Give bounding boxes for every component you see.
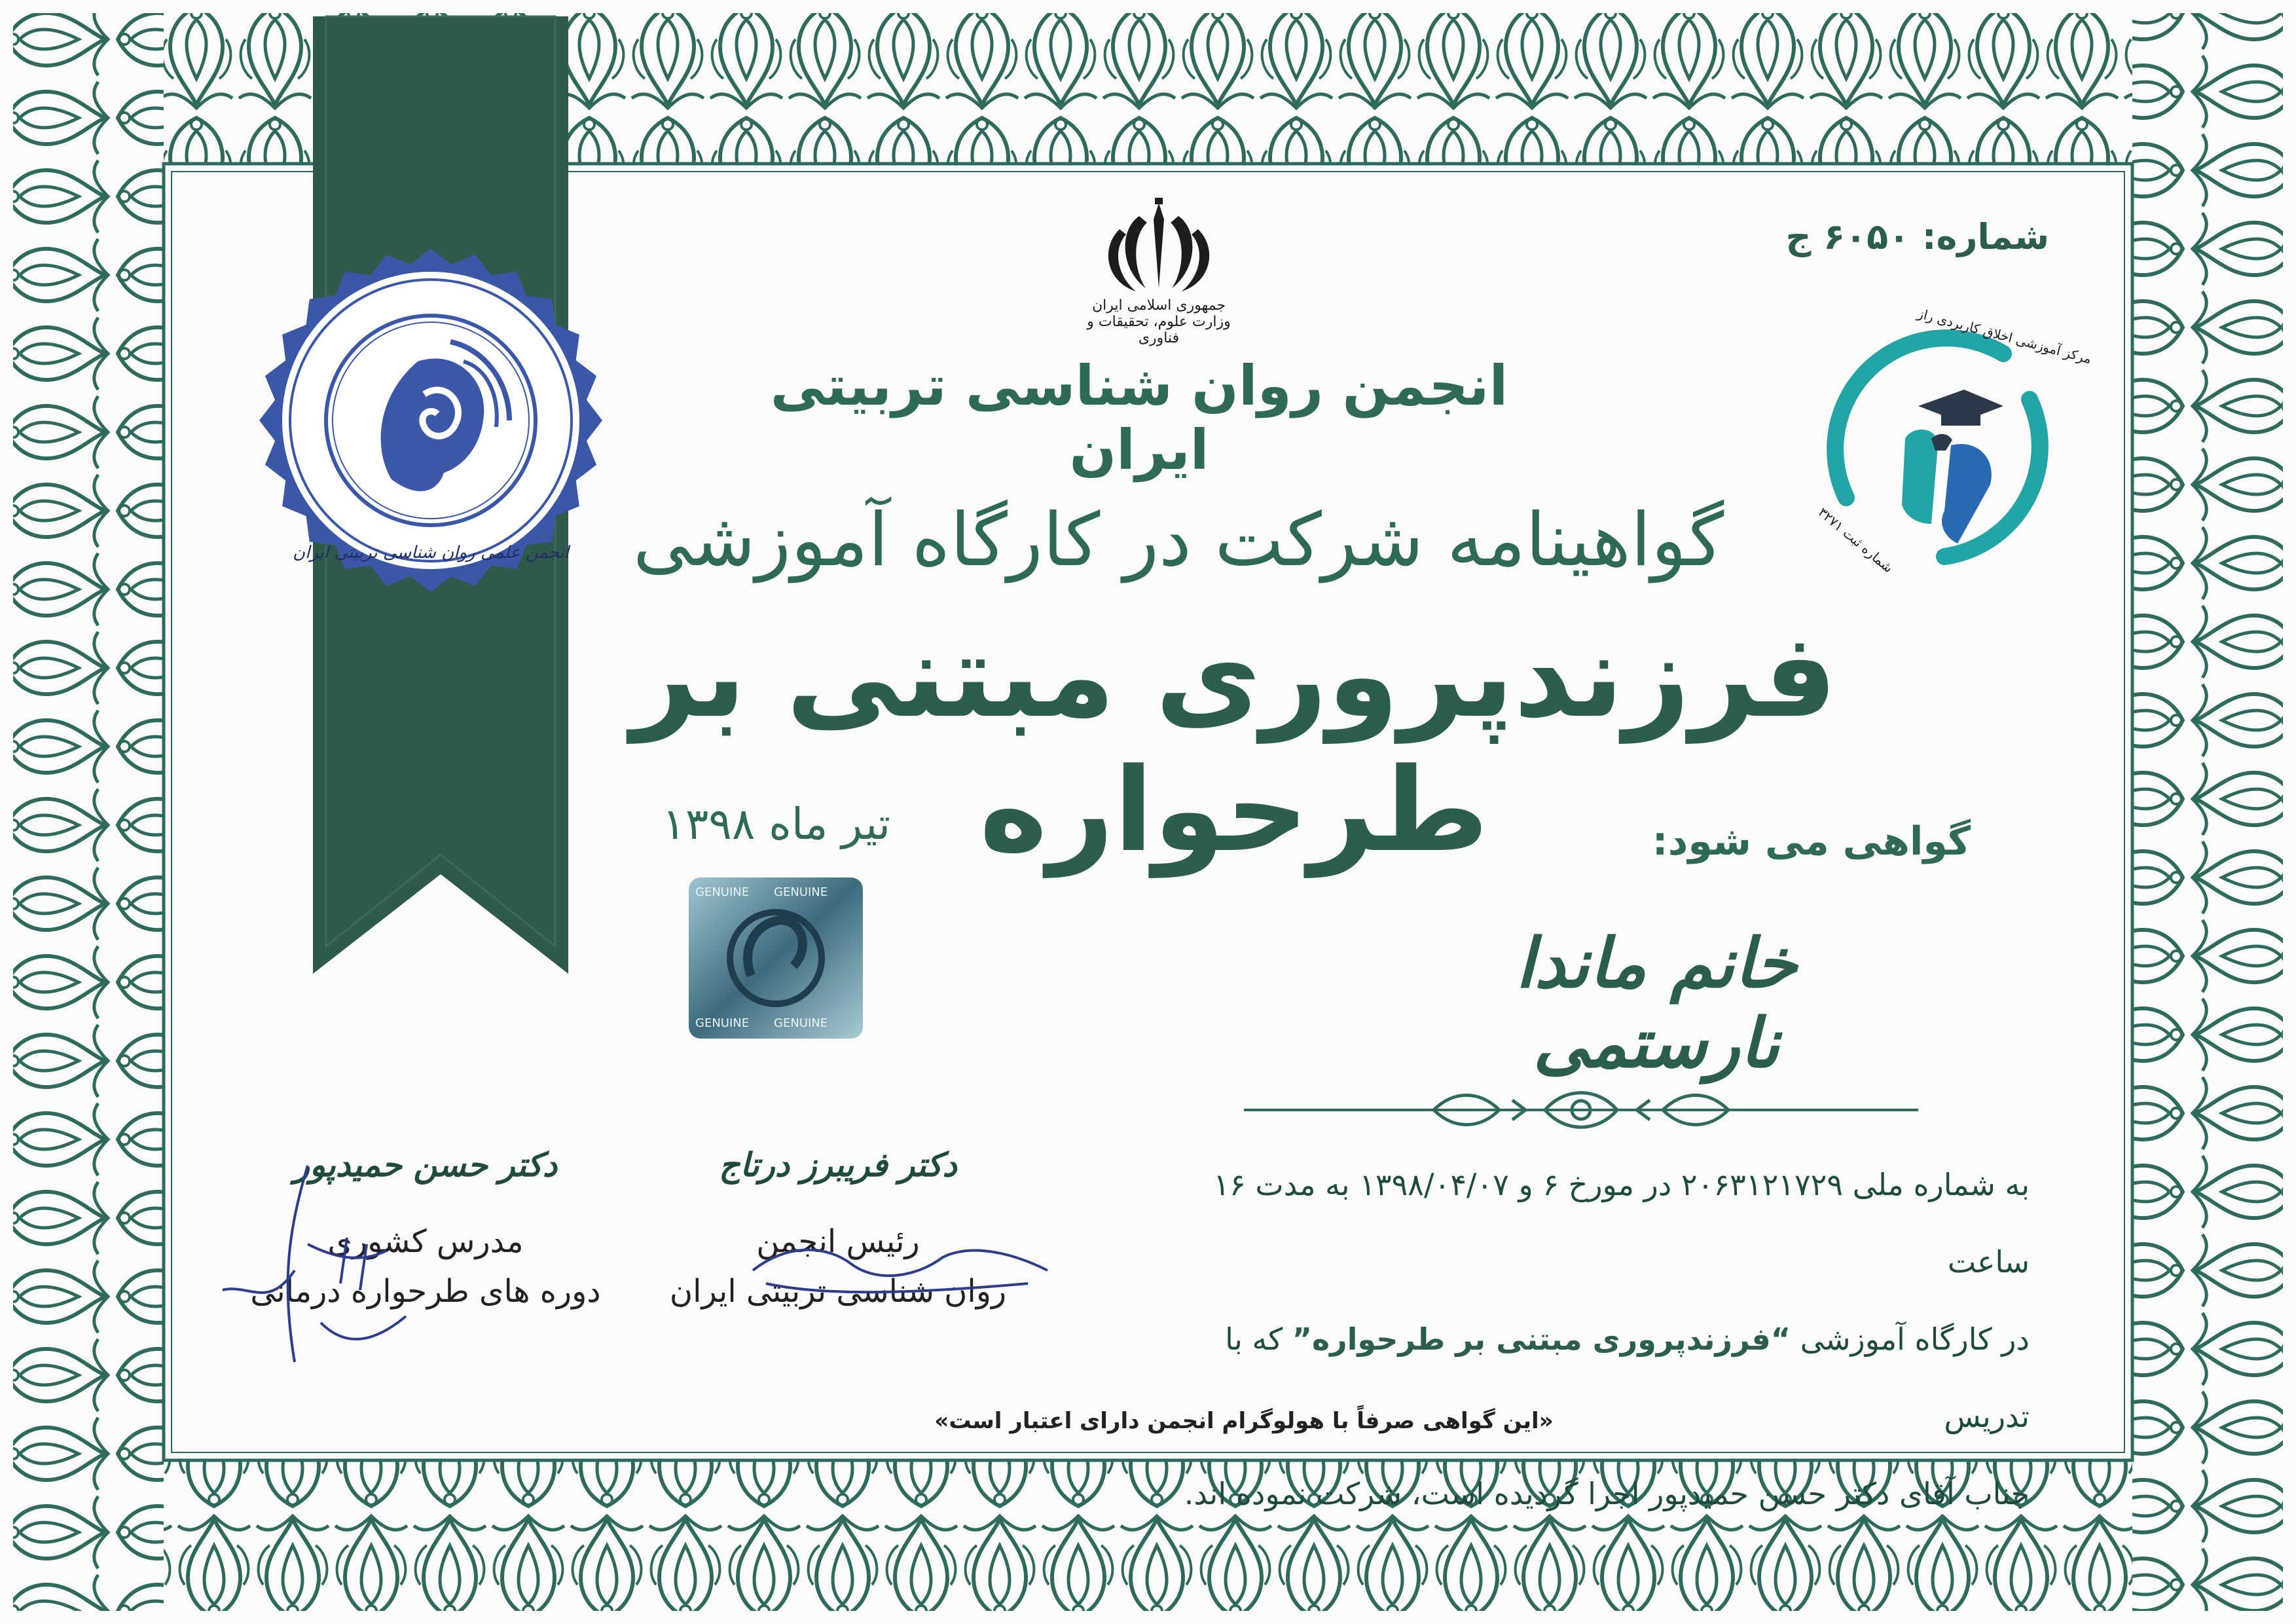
logo-text-bottom: شماره ثبت ۳۲۷۱ [1815,504,1897,576]
signature-president [746,1231,1054,1303]
body-course-name: “فرزندپروری مبتنی بر طرحواره” [1292,1321,1791,1357]
society-seal [254,244,608,597]
certificate-body [1139,1146,2030,1532]
signature-instructor [210,1153,426,1375]
logo-text-top: مرکز آموزشی اخلاق کاربردی راز [1916,305,2094,367]
signatory-role: روان شناسی تربیتی ایران [669,1273,1007,1310]
signatory-name: دکتر فریبرز درتاج [719,1146,957,1184]
hologram-sticker [689,877,863,1039]
course-title: فرزندپروری مبتنی بر طرحواره [630,609,1838,877]
signatory-name: دکتر حسن حمیدپور [293,1146,558,1184]
emblem-icon [1074,196,1244,295]
emblem-caption-1: جمهوری اسلامی ایران [1091,297,1226,314]
recipient-name: خانم ماندا نارستمی [1515,923,1798,1083]
svg-text:GENUINE: GENUINE [695,885,750,899]
signatory-role: مدرس کشوری [327,1223,524,1260]
svg-text:GENUINE: GENUINE [695,1016,750,1030]
training-center-logo [1807,305,2094,589]
signatory-role: رئیس انجمن [756,1223,920,1260]
svg-text:GENUINE: GENUINE [774,885,828,899]
emblem-caption-2: وزارت علوم، تحقیقات و فناوری [1087,314,1231,346]
body-line-1: به شماره ملی ۲۰۶۳۱۲۱۷۲۹ در مورخ ۶ و ۱۳۹۸/۰۴/۰۷ به مدت ۱۶ ساعت [1213,1167,2030,1280]
body-line-2: در کارگاه آموزشی “فرزندپروری مبتنی بر طرحواره” که با تدریس [1225,1321,2030,1434]
issue-date: تیر ماه ۱۳۹۸ [662,799,890,849]
seal-text: انجمن علمی روان شناسی تربیتی ایران [293,543,569,563]
society-name: انجمن روان شناسی تربیتی ایران [770,354,1508,482]
certificate-title: گواهینامه شرکت در کارگاه آموزشی [632,498,1724,583]
signatory-role: دوره های طرحواره درمانی [250,1273,601,1310]
svg-text:GENUINE: GENUINE [774,1016,828,1030]
serial-number: شماره: ۶۰۵۰ ج [1785,216,2049,257]
body-line-3: جناب آقای دکتر حسن حمیدپور اجرا گردیده است، شرکت نموده اند. [1184,1476,2030,1511]
certify-label: گواهی می شود: [1652,819,1971,864]
hologram-footnote: «این گواهی صرفاً با هولوگرام انجمن دارای اعتبار است» [934,1408,1554,1434]
decorative-divider [1237,1080,1925,1139]
iran-emblem [1074,196,1244,346]
